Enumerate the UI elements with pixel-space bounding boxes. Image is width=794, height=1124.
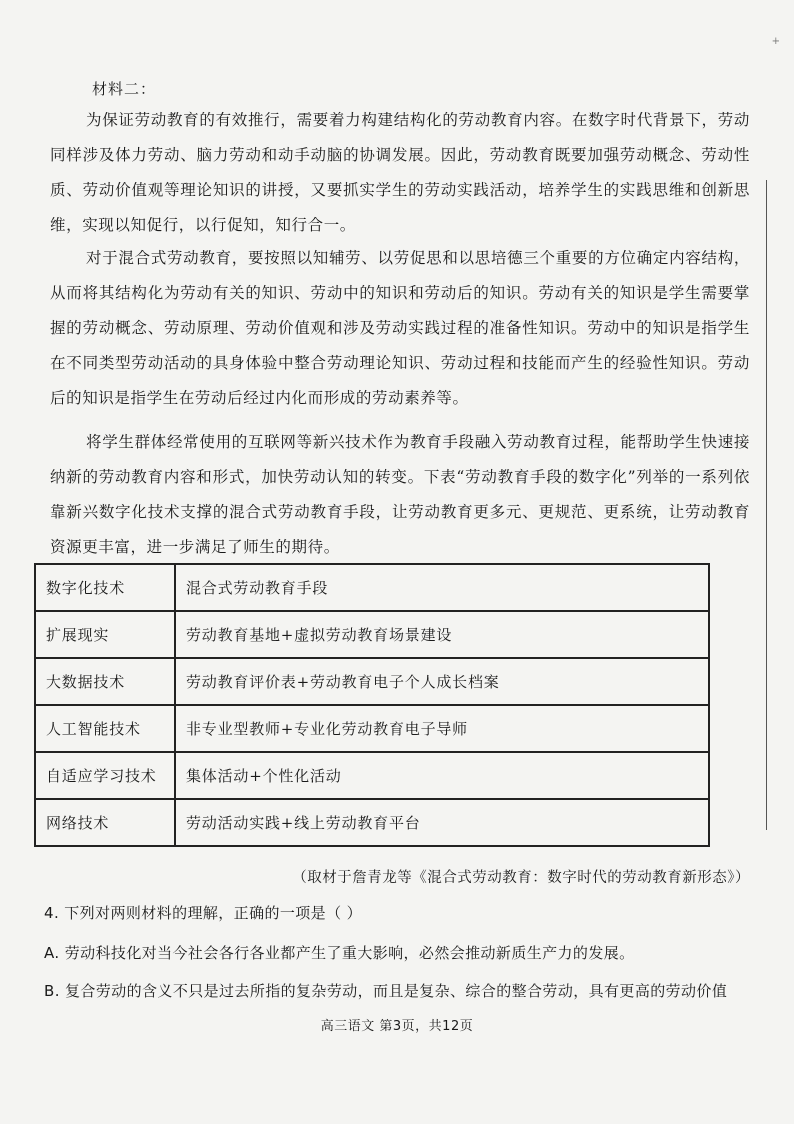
source-citation: （取材于詹青龙等《混合式劳动教育：数字时代的劳动教育新形态》） <box>292 870 750 886</box>
table-cell: 人工智能技术 <box>35 705 175 752</box>
option-b: B. 复合劳动的含义不只是过去所指的复杂劳动，而且是复杂、综合的整合劳动，具有更高的劳动价值 <box>44 982 728 1000</box>
table-cell: 数字化技术 <box>35 564 175 611</box>
paragraph-3: 将学生群体经常使用的互联网等新兴技术作为教育手段融入劳动教育过程，能帮助学生快速接纳新的劳动教育内容和形式，加快劳动认知的转变。下表“劳动教育手段的数字化”列举的一系列依靠新兴数字化技术支撑的混合式劳动教育手段，让劳动教育更多元、更规范、更系统，让劳动教育资源更丰富，进一步满足了师生的期待。 <box>50 433 750 556</box>
table-row <box>35 799 709 846</box>
table-cell: 混合式劳动教育手段 <box>175 564 709 611</box>
table-cell: 劳动活动实践+线上劳动教育平台 <box>175 799 709 846</box>
page-footer: 高三语文 第3页，共12页 <box>320 1019 474 1034</box>
paragraph-1: 为保证劳动教育的有效推行，需要着力构建结构化的劳动教育内容。在数字时代背景下，劳动同样涉及体力劳动、脑力劳动和动手动脑的协调发展。因此，劳动教育既要加强劳动概念、劳动性质、劳动价值观等理论知识的讲授，又要抓实学生的劳动实践活动，培养学生的实践思维和创新思维，实现以知促行，以行促知，知行合一。 <box>50 111 750 234</box>
table-cell: 劳动教育评价表+劳动教育电子个人成长档案 <box>175 658 709 705</box>
paragraph-2: 对于混合式劳动教育，要按照以知辅劳、以劳促思和以思培德三个重要的方位确定内容结构，从而将其结构化为劳动有关的知识、劳动中的知识和劳动后的知识。劳动有关的知识是学生需要掌握的劳动概念、劳动原理、劳动价值观和涉及劳动实践过程的准备性知识。劳动中的知识是指学生在不同类型劳动活动的具身体验中整合劳动理论知识、劳动过程和技能而产生的经验性知识。劳动后的知识是指学生在劳动后经过内化而形成的劳动素养等。 <box>50 249 750 407</box>
table-row <box>35 658 709 705</box>
option-a: A. 劳动科技化对当今社会各行各业都产生了重大影响，必然会推动新质生产力的发展。 <box>44 944 635 962</box>
corner-mark: + <box>771 36 780 47</box>
question-stem: 4. 下列对两则材料的理解，正确的一项是（ ） <box>44 904 363 922</box>
table-row <box>35 752 709 799</box>
table-cell: 集体活动+个性化活动 <box>175 752 709 799</box>
material-title: 材料二： <box>92 80 157 98</box>
table-row <box>35 611 709 658</box>
table-cell: 网络技术 <box>35 799 175 846</box>
table-cell: 自适应学习技术 <box>35 752 175 799</box>
table-cell: 劳动教育基地+虚拟劳动教育场景建设 <box>175 611 709 658</box>
table-cell: 非专业型教师+专业化劳动教育电子导师 <box>175 705 709 752</box>
digital-education-table <box>34 563 710 847</box>
table-row <box>35 564 709 611</box>
table-cell: 大数据技术 <box>35 658 175 705</box>
table-cell: 扩展现实 <box>35 611 175 658</box>
margin-line <box>766 180 767 830</box>
table-row <box>35 705 709 752</box>
